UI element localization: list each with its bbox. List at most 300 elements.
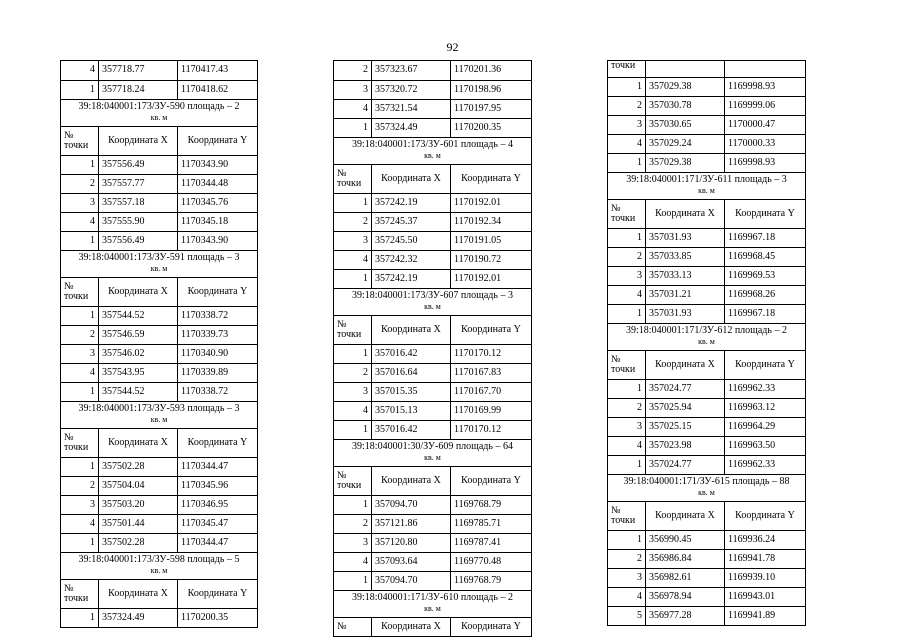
point-number: 2 [363, 215, 368, 227]
coord-x: 357544.52 [98, 307, 177, 325]
point-number: 3 [363, 234, 368, 246]
coord-x: 357242.19 [371, 270, 450, 288]
coord-y: 1169768.79 [450, 572, 531, 590]
coord-y: 1169939.10 [724, 569, 805, 587]
coord-x: 357557.18 [98, 194, 177, 212]
coord-x: 357024.77 [645, 456, 724, 474]
coord-x: 357033.13 [645, 267, 724, 285]
coord-x: 357556.49 [98, 232, 177, 250]
table-row [61, 608, 257, 627]
table-header [608, 501, 805, 530]
coord-x: 357121.86 [371, 515, 450, 533]
coord-x: 357324.49 [371, 119, 450, 137]
point-number: 2 [637, 401, 642, 413]
table-header [334, 315, 531, 344]
table-row [334, 401, 531, 420]
table-row [608, 379, 805, 398]
coord-x: 357015.35 [371, 383, 450, 401]
coord-y: 1170200.35 [450, 119, 531, 137]
coord-x: 356986.84 [645, 550, 724, 568]
coord-y-header: Координата Y [724, 502, 805, 530]
coord-y: 1170343.90 [177, 156, 257, 174]
coord-y: 1169998.93 [724, 78, 805, 96]
coord-y: 1169941.89 [724, 607, 805, 625]
point-number: 2 [90, 479, 95, 491]
continuation-row [608, 61, 805, 77]
point-number: 2 [637, 99, 642, 111]
parcel-title [608, 474, 805, 501]
parcel-title [61, 99, 257, 126]
point-number: 3 [637, 420, 642, 432]
coord-y: 1170344.47 [177, 458, 257, 476]
point-number-header: № точки [337, 318, 362, 340]
coordinates-table-left [60, 60, 258, 628]
coord-y: 1170345.76 [177, 194, 257, 212]
table-header [61, 428, 257, 457]
table-row [334, 344, 531, 363]
table-row [334, 363, 531, 382]
parcel-title [608, 323, 805, 350]
coord-y: 1170000.33 [724, 135, 805, 153]
coord-x: 357502.28 [98, 534, 177, 552]
coord-y: 1170169.99 [450, 402, 531, 420]
area-unit: кв. м [424, 301, 441, 311]
point-number: 1 [363, 498, 368, 510]
coord-y-header: Координата Y [450, 618, 531, 636]
coord-x: 357245.50 [371, 232, 450, 250]
coord-x-header: Координата X [371, 316, 450, 344]
point-number: 2 [637, 552, 642, 564]
table-row [334, 99, 531, 118]
coord-y: 1169941.78 [724, 550, 805, 568]
table-row [334, 231, 531, 250]
point-number: 1 [90, 309, 95, 321]
point-number: 3 [637, 118, 642, 130]
point-number: 1 [90, 460, 95, 472]
coord-x: 357546.59 [98, 326, 177, 344]
table-row [608, 228, 805, 247]
area-unit: кв. м [150, 414, 168, 424]
table-row [61, 306, 257, 325]
point-number: 4 [637, 137, 642, 149]
coord-y: 1169967.18 [724, 229, 805, 247]
table-row [61, 325, 257, 344]
coord-x: 357016.64 [371, 364, 450, 382]
coord-y: 1170340.90 [177, 345, 257, 363]
coord-y: 1170339.73 [177, 326, 257, 344]
coord-x: 356978.94 [645, 588, 724, 606]
point-number: 1 [363, 121, 368, 133]
parcel-id: 39:18:040001:173/ЗУ-591 площадь – 3 [78, 252, 240, 263]
coord-y: 1170339.89 [177, 364, 257, 382]
point-number: 1 [363, 574, 368, 586]
table-row [608, 530, 805, 549]
table-header-partial [334, 617, 531, 636]
point-number: 3 [90, 347, 95, 359]
coord-y: 1170343.90 [177, 232, 257, 250]
coord-y: 1170344.47 [177, 534, 257, 552]
coord-y: 1169962.33 [724, 380, 805, 398]
area-unit: кв. м [698, 336, 715, 346]
table-header [61, 277, 257, 306]
table-header [334, 466, 531, 495]
coord-x-header: Координата X [98, 429, 177, 457]
point-number-header: № точки [611, 504, 636, 526]
empty-cell [645, 61, 724, 77]
point-number: 3 [90, 196, 95, 208]
coord-x: 357029.24 [645, 135, 724, 153]
point-number: 4 [90, 517, 95, 529]
coord-y: 1170345.96 [177, 477, 257, 495]
point-number: 2 [363, 64, 368, 76]
coord-y-header: Координата Y [177, 580, 257, 608]
coord-y: 1170197.95 [450, 100, 531, 118]
table-row [334, 193, 531, 212]
table-row [61, 514, 257, 533]
table-row [334, 382, 531, 401]
table-row [334, 533, 531, 552]
coord-y: 1170167.83 [450, 364, 531, 382]
coord-x: 357023.98 [645, 437, 724, 455]
table-header [608, 350, 805, 379]
parcel-id: 39:18:040001:173/ЗУ-593 площадь – 3 [78, 403, 240, 414]
point-number: 2 [90, 177, 95, 189]
coord-y: 1170345.47 [177, 515, 257, 533]
coord-x-header: Координата X [98, 127, 177, 155]
area-unit: кв. м [150, 263, 168, 273]
point-number: 1 [637, 156, 642, 168]
coordinates-table-right [607, 60, 806, 626]
table-row [61, 231, 257, 250]
coord-y: 1169968.45 [724, 248, 805, 266]
coord-x: 356977.28 [645, 607, 724, 625]
coord-x: 357504.04 [98, 477, 177, 495]
coord-y-header: Координата Y [724, 200, 805, 228]
table-row [608, 587, 805, 606]
area-unit: кв. м [424, 603, 441, 613]
coord-x: 357503.20 [98, 496, 177, 514]
point-number: 3 [363, 83, 368, 95]
coord-y: 1169768.79 [450, 496, 531, 514]
area-unit: кв. м [150, 112, 168, 122]
table-row [61, 457, 257, 476]
table-row [608, 247, 805, 266]
coord-x: 357718.24 [98, 81, 177, 99]
point-number-header: № точки [611, 202, 636, 224]
point-number: 1 [363, 347, 368, 359]
point-number: 1 [90, 611, 95, 623]
point-number: 2 [637, 250, 642, 262]
table-row [334, 552, 531, 571]
point-number: 1 [90, 83, 95, 95]
coord-y: 1169963.12 [724, 399, 805, 417]
coord-x: 357555.90 [98, 213, 177, 231]
parcel-id: 39:18:040001:173/ЗУ-590 площадь – 2 [78, 101, 240, 112]
parcel-title [61, 401, 257, 428]
coord-x: 357030.65 [645, 116, 724, 134]
table-row [608, 115, 805, 134]
point-number: 2 [363, 517, 368, 529]
coord-y: 1170417.43 [177, 61, 257, 80]
table-row [61, 382, 257, 401]
point-number: 3 [90, 498, 95, 510]
table-header [608, 199, 805, 228]
table-row [61, 495, 257, 514]
coord-x-header: Координата X [371, 165, 450, 193]
coord-x: 357031.93 [645, 229, 724, 247]
table-row [608, 549, 805, 568]
coord-x: 357025.94 [645, 399, 724, 417]
point-number-header: № точки [337, 167, 362, 189]
coord-y: 1170345.18 [177, 213, 257, 231]
coord-x-header: Координата X [371, 467, 450, 495]
coord-y: 1170344.48 [177, 175, 257, 193]
table-row [61, 174, 257, 193]
coord-y: 1170198.96 [450, 81, 531, 99]
point-number-header: № [337, 620, 347, 632]
parcel-title [334, 137, 531, 164]
parcel-id: 39:18:040001:171/ЗУ-615 площадь – 88 [623, 476, 790, 487]
table-header [61, 126, 257, 155]
table-row [608, 153, 805, 172]
coord-y: 1169785.71 [450, 515, 531, 533]
table-row [334, 420, 531, 439]
coord-y: 1169969.53 [724, 267, 805, 285]
point-number: 2 [363, 366, 368, 378]
point-number: 1 [363, 272, 368, 284]
coord-x: 357015.13 [371, 402, 450, 420]
parcel-id: 39:18:040001:171/ЗУ-610 площадь – 2 [352, 592, 513, 603]
parcel-title [61, 250, 257, 277]
coord-y: 1169962.33 [724, 456, 805, 474]
table-row [608, 266, 805, 285]
point-number-header: № точки [64, 129, 89, 151]
coord-x: 357556.49 [98, 156, 177, 174]
coord-x: 357016.42 [371, 421, 450, 439]
table-row [334, 250, 531, 269]
point-number: 1 [637, 458, 642, 470]
table-row [334, 80, 531, 99]
coord-x-header: Координата X [371, 618, 450, 636]
point-number: 1 [90, 158, 95, 170]
coord-x: 357029.38 [645, 78, 724, 96]
table-row [608, 77, 805, 96]
coord-y-header: Координата Y [450, 316, 531, 344]
coord-x: 357502.28 [98, 458, 177, 476]
point-number: 4 [637, 288, 642, 300]
point-number: 1 [637, 382, 642, 394]
coord-y: 1169964.29 [724, 418, 805, 436]
coord-x: 357320.72 [371, 81, 450, 99]
point-number: 1 [90, 536, 95, 548]
coord-x: 357546.02 [98, 345, 177, 363]
coord-y: 1170170.12 [450, 421, 531, 439]
point-number: 2 [90, 328, 95, 340]
point-number: 1 [637, 533, 642, 545]
point-number: 4 [637, 439, 642, 451]
point-number-header: № точки [611, 353, 636, 375]
point-number: 4 [90, 64, 95, 76]
coord-x: 357501.44 [98, 515, 177, 533]
point-number-header: № точки [64, 431, 89, 453]
point-number: 3 [363, 385, 368, 397]
point-number: 4 [363, 253, 368, 265]
coord-x: 357323.67 [371, 61, 450, 80]
coord-x: 356982.61 [645, 569, 724, 587]
coord-x-header: Координата X [645, 200, 724, 228]
table-header [334, 164, 531, 193]
coord-y-header: Координата Y [450, 467, 531, 495]
coord-x-header: Координата X [98, 580, 177, 608]
coord-y: 1170191.05 [450, 232, 531, 250]
coord-y: 1169968.26 [724, 286, 805, 304]
table-row [61, 363, 257, 382]
coord-y: 1170000.47 [724, 116, 805, 134]
coord-x: 357543.95 [98, 364, 177, 382]
coord-y: 1169787.41 [450, 534, 531, 552]
coord-y: 1169998.93 [724, 154, 805, 172]
point-number: 1 [363, 196, 368, 208]
parcel-title [608, 172, 805, 199]
point-number: 4 [363, 102, 368, 114]
coord-x: 357031.21 [645, 286, 724, 304]
coord-x: 357718.77 [98, 61, 177, 80]
table-row [334, 571, 531, 590]
coord-y: 1169936.24 [724, 531, 805, 549]
table-row [608, 285, 805, 304]
table-row [61, 533, 257, 552]
table-row [61, 61, 257, 80]
point-number: 4 [90, 215, 95, 227]
table-row [608, 304, 805, 323]
coord-x: 357094.70 [371, 572, 450, 590]
point-number-header: № точки [64, 582, 89, 604]
coord-y: 1170338.72 [177, 307, 257, 325]
coord-x: 357321.54 [371, 100, 450, 118]
parcel-id: 39:18:040001:173/ЗУ-598 площадь – 5 [78, 554, 240, 565]
coord-x: 357245.37 [371, 213, 450, 231]
point-number: 3 [363, 536, 368, 548]
point-number: 1 [637, 80, 642, 92]
table-row [61, 212, 257, 231]
point-number: 1 [637, 307, 642, 319]
table-row [608, 417, 805, 436]
parcel-title [334, 288, 531, 315]
coord-y: 1170200.35 [177, 609, 257, 627]
coord-y: 1170418.62 [177, 81, 257, 99]
table-row [334, 514, 531, 533]
coord-x: 357016.42 [371, 345, 450, 363]
coord-x: 357029.38 [645, 154, 724, 172]
table-row [334, 495, 531, 514]
coord-x: 357094.70 [371, 496, 450, 514]
coord-y: 1170338.72 [177, 383, 257, 401]
table-row [334, 118, 531, 137]
point-number: 1 [90, 234, 95, 246]
parcel-id: 39:18:040001:173/ЗУ-601 площадь – 4 [352, 139, 513, 150]
coord-y-header: Координата Y [177, 429, 257, 457]
parcel-title [334, 439, 531, 466]
coord-x: 357093.64 [371, 553, 450, 571]
point-number: 1 [637, 231, 642, 243]
area-unit: кв. м [150, 565, 168, 575]
table-row [608, 606, 805, 625]
coord-x: 357024.77 [645, 380, 724, 398]
point-number: 5 [637, 609, 642, 621]
coord-x-header: Координата X [645, 351, 724, 379]
area-unit: кв. м [698, 487, 715, 497]
table-row [608, 96, 805, 115]
coord-y: 1170346.95 [177, 496, 257, 514]
page-number: 92 [446, 40, 459, 54]
point-number-header: № точки [64, 280, 89, 302]
table-row [61, 476, 257, 495]
point-number: 4 [363, 555, 368, 567]
point-number: 3 [637, 269, 642, 281]
coord-y: 1170170.12 [450, 345, 531, 363]
parcel-id: 39:18:040001:171/ЗУ-611 площадь – 3 [626, 174, 787, 185]
coord-x: 357031.93 [645, 305, 724, 323]
table-row [334, 61, 531, 80]
table-row [608, 134, 805, 153]
point-number-header: № точки [337, 469, 362, 491]
coord-x: 357025.15 [645, 418, 724, 436]
coord-y-header: Координата Y [177, 127, 257, 155]
coord-y: 1170201.36 [450, 61, 531, 80]
coordinates-table-middle [333, 60, 532, 637]
coord-x-header: Координата X [645, 502, 724, 530]
area-unit: кв. м [698, 185, 715, 195]
table-row [608, 436, 805, 455]
table-row [608, 398, 805, 417]
table-row [608, 568, 805, 587]
coord-y-header: Координата Y [177, 278, 257, 306]
area-unit: кв. м [424, 150, 441, 160]
table-row [334, 212, 531, 231]
point-number: 3 [637, 571, 642, 583]
coord-x: 357544.52 [98, 383, 177, 401]
point-number: 4 [363, 404, 368, 416]
coord-y: 1170192.01 [450, 194, 531, 212]
coord-x: 357030.78 [645, 97, 724, 115]
point-number-header: точки [611, 61, 636, 71]
point-number: 1 [363, 423, 368, 435]
coord-x-header: Координата X [98, 278, 177, 306]
table-header [61, 579, 257, 608]
parcel-id: 39:18:040001:171/ЗУ-612 площадь – 2 [626, 325, 787, 336]
coord-x: 357033.85 [645, 248, 724, 266]
parcel-title [61, 552, 257, 579]
coord-y-header: Координата Y [724, 351, 805, 379]
coord-y: 1169943.01 [724, 588, 805, 606]
coord-y: 1169999.06 [724, 97, 805, 115]
coord-y: 1169967.18 [724, 305, 805, 323]
coord-x: 357557.77 [98, 175, 177, 193]
coord-x: 356990.45 [645, 531, 724, 549]
area-unit: кв. м [424, 452, 441, 462]
coord-x: 357324.49 [98, 609, 177, 627]
parcel-title [334, 590, 531, 617]
table-row [61, 80, 257, 99]
coord-x: 357120.80 [371, 534, 450, 552]
coord-y: 1170167.70 [450, 383, 531, 401]
coord-y: 1170190.72 [450, 251, 531, 269]
point-number: 1 [90, 385, 95, 397]
table-row [61, 193, 257, 212]
parcel-id: 39:18:040001:173/ЗУ-607 площадь – 3 [352, 290, 513, 301]
point-number: 4 [637, 590, 642, 602]
table-row [334, 269, 531, 288]
